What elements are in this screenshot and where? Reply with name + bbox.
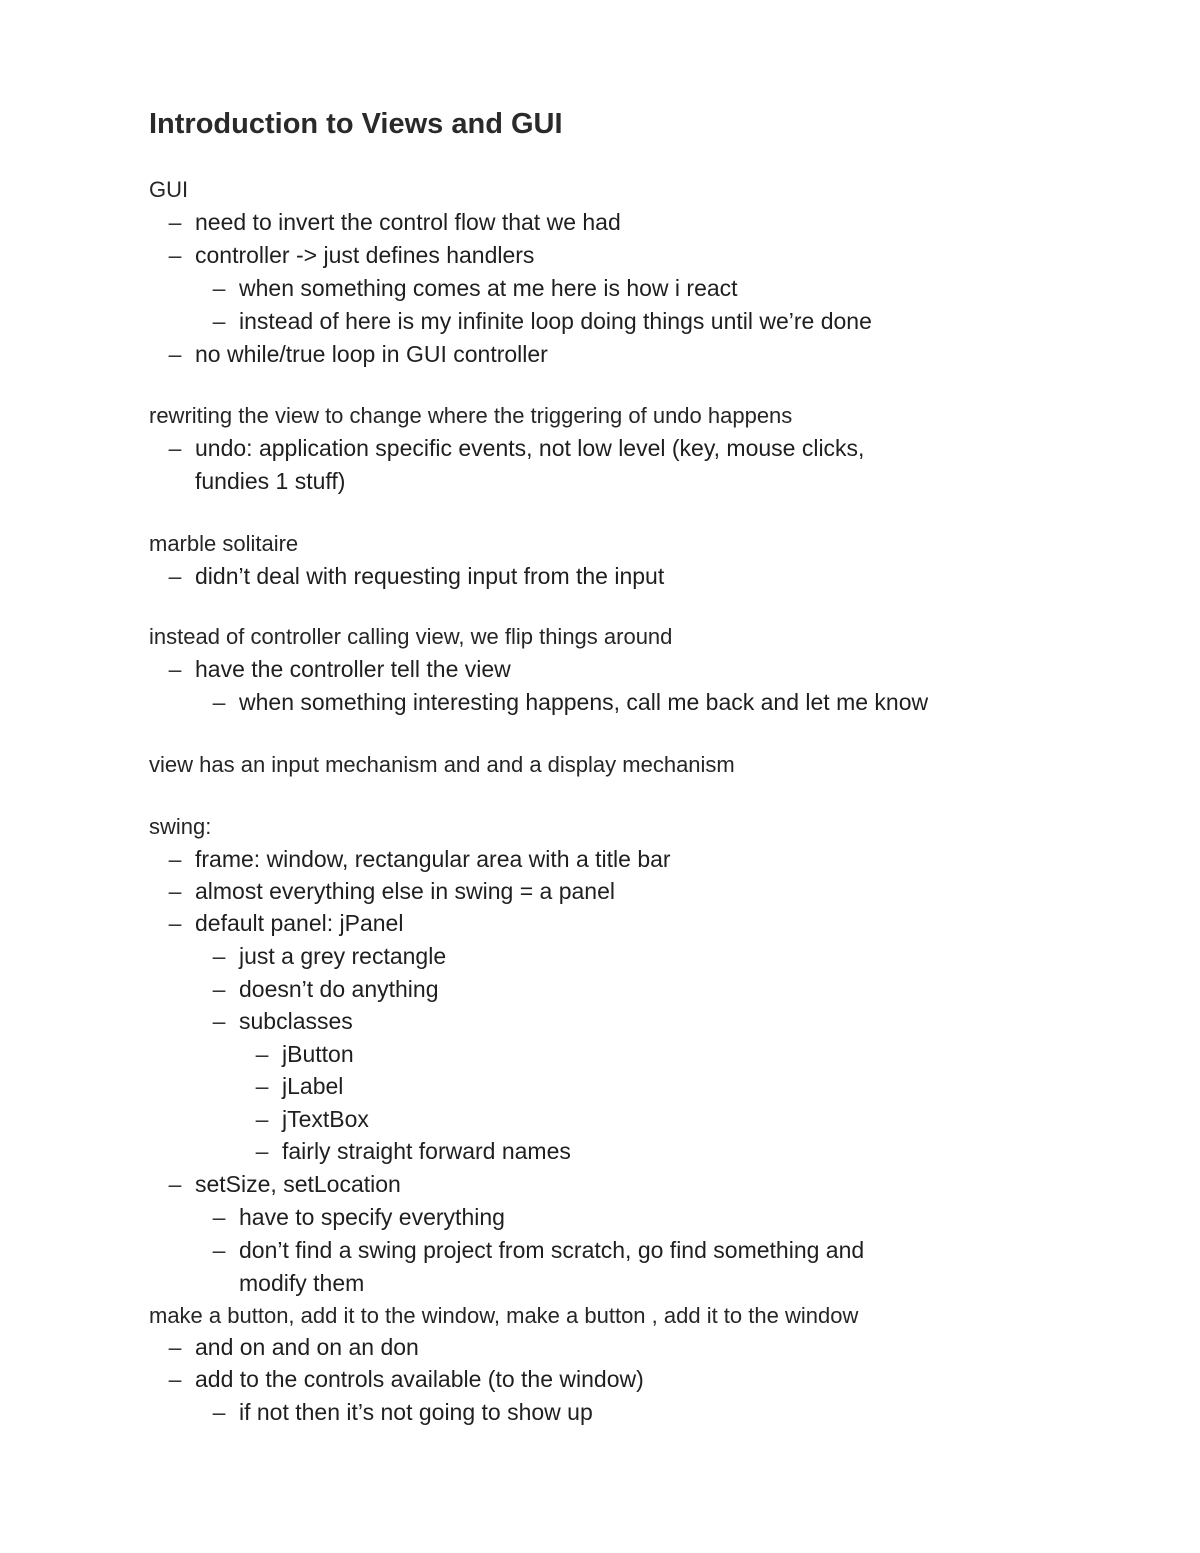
bullet-dash-icon: – [168,563,182,589]
list-item-text: when something interesting happens, call me back and let me know [239,689,929,715]
bullet-dash-icon: – [168,1366,182,1392]
bullet-dash-icon: – [212,943,226,969]
list-item-text: almost everything else in swing = a panel [195,878,615,904]
list-item-text: undo: application specific events, not low level (key, mouse clicks, [195,435,865,461]
bullet-dash-icon: – [212,1008,226,1034]
list-item-text: setSize, setLocation [195,1171,401,1197]
bullet-dash-icon: – [168,435,182,461]
list-item-text: didn’t deal with requesting input from the input [195,563,665,589]
list-item-text: and on and on an don [195,1334,419,1360]
list-item-text: jLabel [282,1073,344,1099]
list-item-text: make a button, add it to the window, make a button , add it to the window [149,1303,859,1328]
bullet-dash-icon: – [255,1138,269,1164]
list-item-text: jButton [282,1041,354,1067]
list-item-text: modify them [239,1270,365,1296]
list-item-text: controller -> just defines handlers [195,242,535,268]
bullet-dash-icon: – [255,1106,269,1132]
bullet-dash-icon: – [168,242,182,268]
bullet-dash-icon: – [212,976,226,1002]
list-item-text: instead of controller calling view, we flip things around [149,624,673,649]
bullet-dash-icon: – [168,1171,182,1197]
bullet-dash-icon: – [212,1204,226,1230]
list-item-text: frame: window, rectangular area with a title bar [195,846,671,872]
list-item-text: jTextBox [282,1106,369,1132]
bullet-dash-icon: – [255,1041,269,1067]
bullet-dash-icon: – [168,209,182,235]
list-item-text: no while/true loop in GUI controller [195,341,548,367]
list-item-text: default panel: jPanel [195,910,404,936]
bullet-dash-icon: – [212,275,226,301]
list-item-text: view has an input mechanism and and a display mechanism [149,752,735,777]
bullet-dash-icon: – [168,341,182,367]
bullet-dash-icon: – [168,656,182,682]
list-item-text: fairly straight forward names [282,1138,571,1164]
bullet-dash-icon: – [255,1073,269,1099]
list-item-text: doesn’t do anything [239,976,439,1002]
page-title: Introduction to Views and GUI [149,108,563,140]
list-item-text: need to invert the control flow that we had [195,209,621,235]
list-item-text: instead of here is my infinite loop doing things until we’re done [239,308,872,334]
bullet-dash-icon: – [168,910,182,936]
bullet-dash-icon: – [168,1334,182,1360]
bullet-dash-icon: – [168,846,182,872]
bullet-dash-icon: – [212,689,226,715]
list-item-text: rewriting the view to change where the triggering of undo happens [149,403,793,428]
list-item-text: if not then it’s not going to show up [239,1399,593,1425]
list-item-text: add to the controls available (to the window) [195,1366,644,1392]
list-item-text: marble solitaire [149,531,299,556]
bullet-dash-icon: – [168,878,182,904]
bullet-dash-icon: – [212,308,226,334]
list-item-text: GUI [149,177,189,202]
list-item-text: just a grey rectangle [239,943,447,969]
list-item-text: don’t find a swing project from scratch, go find something and [239,1237,865,1263]
list-item-text: have to specify everything [239,1204,505,1230]
bullet-dash-icon: – [212,1399,226,1425]
list-item-text: when something comes at me here is how i react [239,275,738,301]
list-item-text: fundies 1 stuff) [195,468,346,494]
list-item-text: swing: [149,814,212,839]
bullet-dash-icon: – [212,1237,226,1263]
list-item-text: have the controller tell the view [195,656,511,682]
list-item-text: subclasses [239,1008,353,1034]
